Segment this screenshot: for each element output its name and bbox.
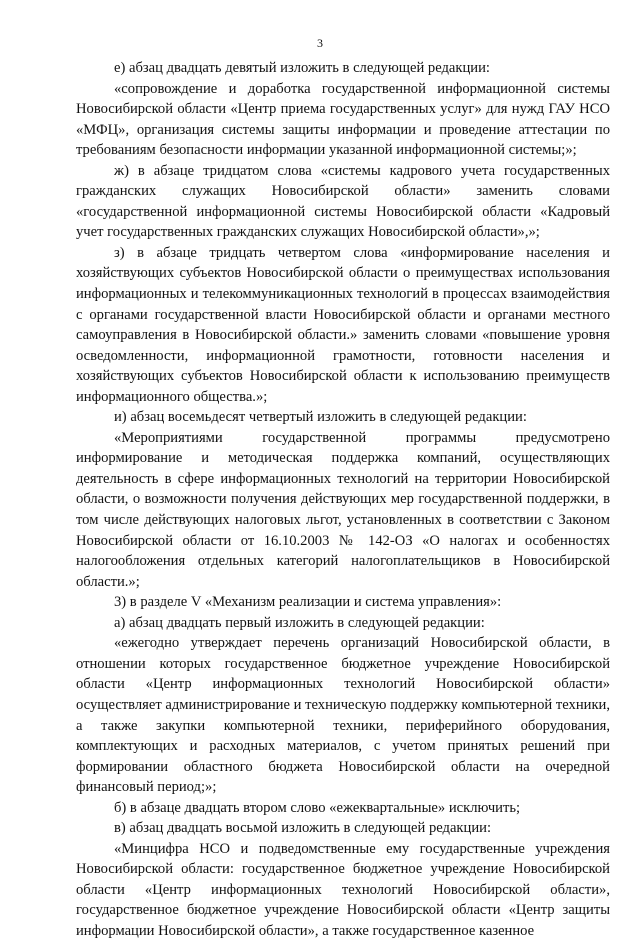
paragraph-a-text: «ежегодно утверждает перечень организаций Новосибирской области, в отношении которых государственное бюджетное учреждение Новосибирской области «Центр информационных технологий Новосибирской области» осуществляет администрирование и техническую поддержку компьютерной техники, а также закупки компьютерной техники, периферийного оборудования, комплектующих и расходных материалов, с учетом принятых решений при формировании областного бюджета Новосибирской области на очередной финансовый период;»;	[76, 635, 610, 796]
paragraph-v-text: «Минцифра НСО и подведомственные ему государственные учреждения Новосибирской области: государственное бюджетное учреждение Новосибирской области «Центр информационных технологий Новосибирской области», государственное бюджетное учреждение Новосибирской области «Центр защиты информации Новосибирской области», а также государственное казенное	[76, 840, 610, 939]
document-body	[76, 58, 610, 942]
paragraph-section-3: 3) в разделе V «Механизм реализации и система управления»:	[114, 594, 502, 611]
paragraph-v: в) абзац двадцать восьмой изложить в следующей редакции:	[114, 820, 491, 837]
paragraph-i: и) абзац восемьдесят четвертый изложить в следующей редакции:	[114, 409, 527, 426]
paragraph-i-text: «Мероприятиями государственной программы предусмотрено информирование и методическая поддержка компаний, осуществляющих деятельность в сфере информационных технологий на территории Новосибирской области, о возможности получения действующих мер государственной поддержки, в том числе действующих налоговых льгот, установленных в соответствии с Законом Новосибирской области от 16.10.2003 № 142-ОЗ «О налогах и особенностях налогообложения отдельных категорий налогоплательщиков в Новосибирской области.»;	[76, 429, 610, 590]
paragraph-zh: ж) в абзаце тридцатом слова «системы кадрового учета государственных гражданских служащих Новосибирской области» заменить словами «государственной информационной системы Новосибирской области «Кадровый учет государственных гражданских служащих Новосибирской области»,»;	[76, 162, 610, 241]
page-number: 3	[317, 36, 323, 50]
paragraph-a: а) абзац двадцать первый изложить в следующей редакции:	[114, 614, 485, 631]
paragraph-b: б) в абзаце двадцать втором слово «ежеквартальные» исключить;	[114, 799, 521, 816]
paragraph-e: е) абзац двадцать девятый изложить в следующей редакции:	[114, 60, 490, 76]
paragraph-z: з) в абзаце тридцать четвертом слова «информирование населения и хозяйствующих субъектов Новосибирской области о преимуществах использования информационных и телекоммуникационных технологий в процессах взаимодействия с органами государственной власти Новосибирской области и органами местного самоуправления в Новосибирской области.» заменить словами «повышение уровня осведомленности, информационной грамотности, готовности населения и хозяйствующих субъектов Новосибирской области к использованию преимуществ информационного общества.»;	[76, 244, 610, 405]
paragraph-e-text: «сопровождение и доработка государственной информационной системы Новосибирской области «Центр приема государственных услуг» для нужд ГАУ НСО «МФЦ», организация системы защиты информации и проведение аттестации по требованиям безопасности информации указанной информационной системы;»;	[76, 80, 610, 159]
